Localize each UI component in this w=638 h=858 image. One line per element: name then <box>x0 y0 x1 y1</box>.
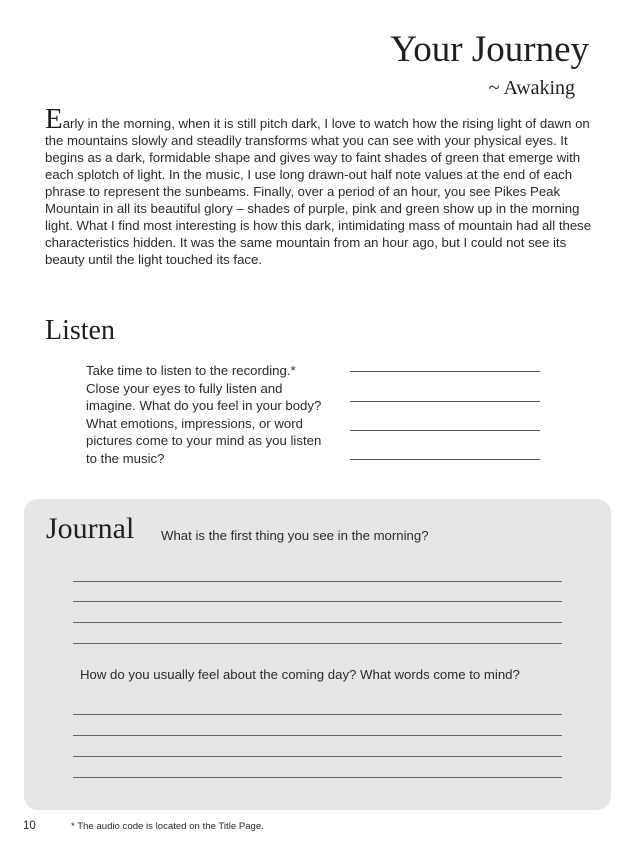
journal-answer-line[interactable] <box>73 643 562 644</box>
journal-answer-line[interactable] <box>73 714 562 715</box>
journal-answer-line[interactable] <box>73 777 562 778</box>
journal-answer-line[interactable] <box>73 581 562 582</box>
journal-prompt-first-thing: What is the first thing you see in the morning? <box>161 528 429 543</box>
drop-cap: E <box>45 103 63 135</box>
journal-answer-line[interactable] <box>73 756 562 757</box>
journal-answer-line[interactable] <box>73 601 562 602</box>
listen-instructions: Take time to listen to the recording.* Close your eyes to fully listen and imagine. What do you feel in your body? What emotions, impressions, or word pictures come to your mind as you listen to the music? <box>86 363 322 466</box>
listen-answer-line[interactable] <box>350 430 540 431</box>
journal-prompt-coming-day: How do you usually feel about the coming day? What words come to mind? <box>80 667 520 682</box>
journal-heading: Journal <box>46 512 135 545</box>
journal-answer-line[interactable] <box>73 622 562 623</box>
intro-paragraph <box>45 103 593 268</box>
page-subtitle: ~ Awaking <box>488 77 575 99</box>
listen-answer-line[interactable] <box>350 459 540 460</box>
listen-answer-line[interactable] <box>350 401 540 402</box>
listen-heading: Listen <box>45 315 115 346</box>
footnote: * The audio code is located on the Title Page. <box>71 821 264 832</box>
intro-text: arly in the morning, when it is still pitch dark, I love to watch how the rising light of dawn on the mountains slowly and steadily transforms what you can see with your physical eyes. It begins as a dark, formidable shape and gives way to faint shades of green that emerge with each splotch of light. In the music, I use long drawn-out half note values at the end of each phrase to represent the sunbeams. Finally, over a period of an hour, you see Pikes Peak Mountain in all its beautiful glory – shades of purple, pink and green show up in the morning light. What I find most interesting is how this dark, intimidating mass of mountain had all these characteristics hidden. It was the same mountain from an hour ago, but I could not see its beauty until the light touched its face. <box>45 116 592 267</box>
journal-answer-line[interactable] <box>73 735 562 736</box>
page-title: Your Journey <box>390 29 589 70</box>
listen-answer-line[interactable] <box>350 371 540 372</box>
page-number: 10 <box>23 820 36 832</box>
